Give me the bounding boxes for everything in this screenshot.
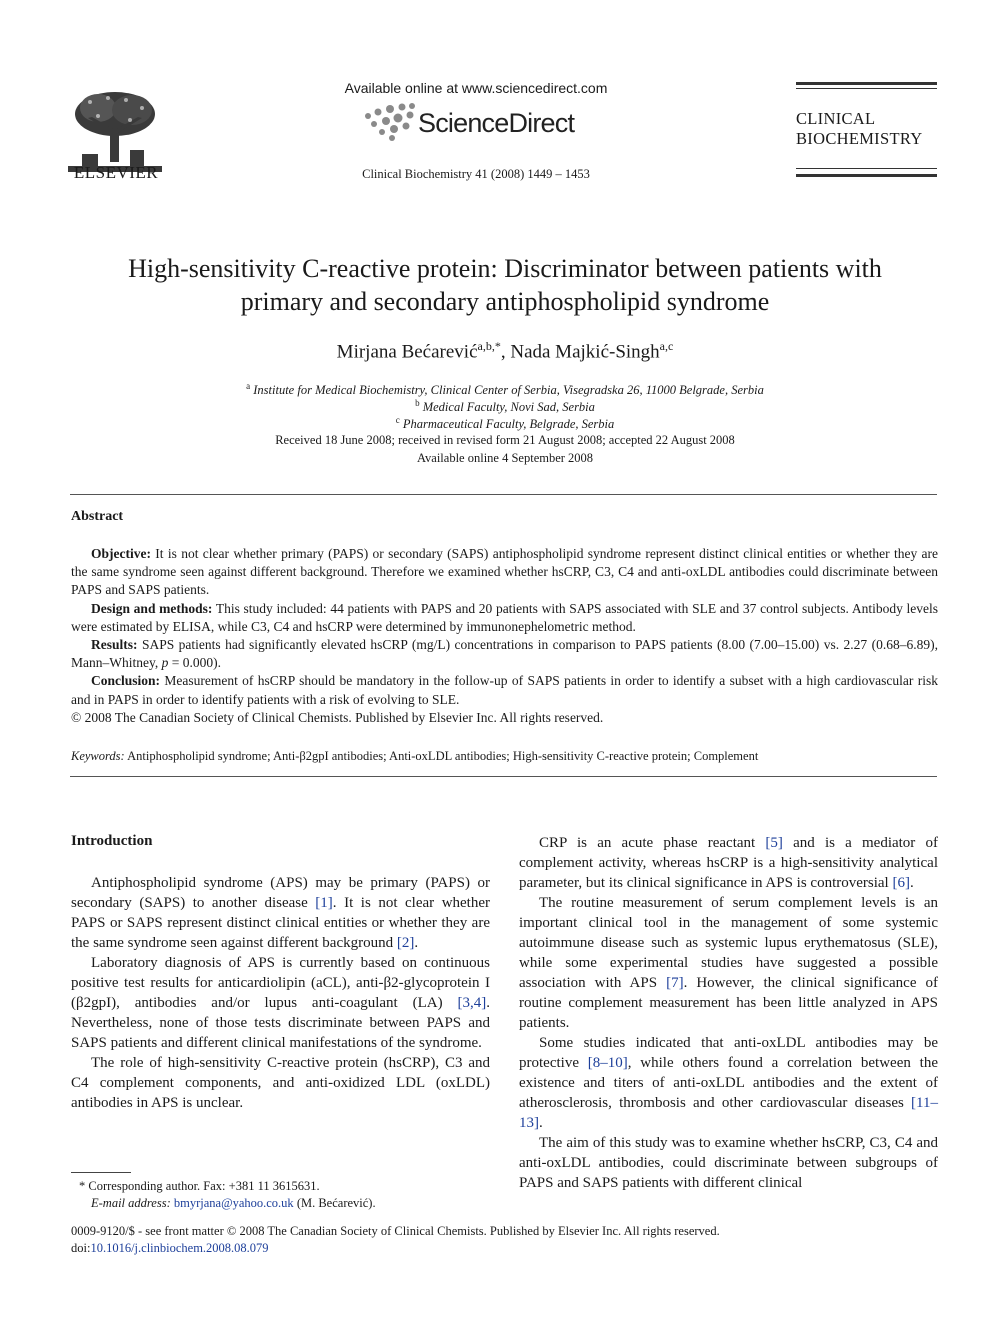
doi-line [71, 1240, 938, 1257]
citation-link[interactable]: [5] [765, 835, 783, 851]
email-link[interactable]: bmyrjana@yahoo.co.uk [173, 1196, 294, 1210]
title-line: primary and secondary antiphospholipid syndrome [240, 287, 770, 316]
section-label: Results: [91, 637, 138, 653]
footnote [71, 1178, 490, 1212]
author-separator: , [500, 341, 511, 363]
right-column [519, 833, 938, 1193]
citation-link[interactable]: [6] [892, 875, 910, 891]
available-online-text: Available online at www.sciencedirect.com [344, 80, 608, 96]
paragraph-text: . However, the clinical significance of routine complement measurement has been little analyzed in APS patients. [519, 975, 938, 1031]
section-text: SAPS patients had significantly elevated hsCRP (mg/L) concentrations in comparison to PAPS patients (8.00 (7.00–15.00) vs. 2.27 (0.68–6.89), Mann–Whitney, [71, 637, 938, 671]
section-label: Objective: [91, 546, 151, 561]
paragraph-text: , while others found a correlation between the existence and titers of anti-oxLDL antibodies and the extent of atherosclerosis, thrombosis and other cardiovascular diseases [519, 1055, 938, 1111]
abstract-objective [71, 545, 938, 600]
footnote-rule [71, 1172, 131, 1173]
doi-label: doi: [71, 1241, 91, 1255]
doi-link[interactable]: 10.1016/j.clinbiochem.2008.08.079 [90, 1241, 269, 1255]
paragraph-text: . [539, 1115, 543, 1131]
paragraph [71, 873, 490, 953]
abstract-heading: Abstract [71, 509, 124, 524]
author-affiliation-mark: a,c [659, 339, 674, 353]
citation-link[interactable]: [1] [315, 895, 333, 911]
affiliation-mark: b [415, 398, 420, 408]
citation-link[interactable]: [7] [666, 975, 684, 991]
citation-link[interactable]: [8–10] [587, 1055, 628, 1071]
paragraph [71, 953, 490, 1053]
affiliation-text: Pharmaceutical Faculty, Belgrade, Serbia [402, 417, 615, 432]
issn-line: 0009-9120/$ - see front matter © 2008 The Canadian Society of Clinical Chemists. Published by Elsevier Inc. All rights reserved. [71, 1224, 720, 1238]
journal-reference: Clinical Biochemistry 41 (2008) 1449 – 1453 [362, 167, 590, 181]
journal-name [796, 109, 922, 149]
journal-rule [796, 174, 937, 177]
journal-name-block [796, 80, 937, 178]
affiliation [60, 412, 950, 433]
paragraph [519, 1033, 938, 1133]
paragraph-text: . [414, 935, 419, 951]
received-dates: Received 18 June 2008; received in revised form 21 August 2008; accepted 22 August 2008 [275, 433, 735, 447]
section-text: It is not clear whether primary (PAPS) or secondary (SAPS) antiphospholipid syndrome represent distinct clinical entities or whether they are the same syndrome seen against different background. Therefore we examined whether hsCRP, C3, C4 and anti-oxLDL antibodies could discriminate between PAPS and SAPS patients. [71, 546, 938, 598]
title-line: High-sensitivity C-reactive protein: Discriminator between patients with [128, 254, 882, 283]
author-list [60, 339, 950, 363]
paragraph-text: . It is not clear whether PAPS or SAPS represent distinct clinical entities or whether they are the same syndrome seen against different background [71, 895, 491, 951]
p-value-symbol: p [161, 655, 169, 671]
left-column [71, 873, 490, 1113]
introduction-heading: Introduction [71, 833, 153, 849]
affiliation-mark: a [246, 381, 251, 391]
keywords [71, 747, 938, 765]
section-text: This study included: 44 patients with PAPS and 20 patients with SAPS associated with SLE and 37 control subjects. Antibody levels were estimated by ELISA, while C3, C4 and hsCRP were determined by immunonephelometric method. [71, 600, 938, 634]
paragraph-text: Some studies indicated that anti-oxLDL antibodies may be protective [519, 1035, 938, 1071]
affiliation-text: Institute for Medical Biochemistry, Clinical Center of Serbia, Visegradska 26, 11000 Belgrade, Serbia [253, 383, 764, 398]
citation-link[interactable]: [2] [396, 935, 415, 951]
citation-link[interactable]: [11–13] [519, 1095, 938, 1131]
corresponding-author: * Corresponding author. Fax: +381 11 3615631. [79, 1179, 320, 1193]
paragraph-text: CRP is an acute phase reactant [539, 835, 766, 851]
paragraph: The aim of this study was to examine whether hsCRP, C3, C4 and anti-oxLDL antibodies, could discriminate between subgroups of PAPS and SAPS patients with different clinical [519, 1135, 938, 1191]
email-label: E-mail address: [91, 1196, 171, 1210]
journal-name-line: CLINICAL [796, 109, 876, 128]
journal-rule [796, 88, 937, 89]
section-label: Conclusion: [91, 673, 161, 689]
front-matter [71, 1223, 938, 1257]
publisher-name: ELSEVIER [73, 163, 159, 182]
paragraph-text: Laboratory diagnosis of APS is currently based on continuous positive test results for anticardiolipin (aCL), anti-β2-glycoprotein I (β2gpI), antibodies and/or lupus anti-coagulant (LA) [71, 955, 490, 1011]
journal-name-line: BIOCHEMISTRY [796, 129, 923, 148]
paragraph: The role of high-sensitivity C-reactive protein (hsCRP), C3 and C4 complement components, and anti-oxidized LDL (oxLDL) antibodies in APS is unclear. [71, 1055, 490, 1111]
journal-rule [796, 82, 937, 85]
email-owner: (M. Bećarević). [293, 1196, 376, 1210]
sciencedirect-wordmark: ScienceDirect [418, 108, 575, 138]
affiliation-mark: c [395, 415, 400, 425]
journal-rule [796, 168, 937, 169]
paragraph-text: Antiphospholipid syndrome (APS) may be primary (PAPS) or secondary (SAPS) to another disease [71, 875, 490, 911]
abstract-design [71, 600, 938, 636]
email-line [71, 1195, 490, 1212]
paragraph-text: . Nevertheless, none of those tests discriminate between PAPS and SAPS patients and different clinical manifestations of the syndrome. [71, 995, 490, 1051]
paragraph [519, 833, 938, 893]
author-name: Nada Majkić-Singh [510, 341, 660, 363]
keywords-text: Antiphospholipid syndrome; Anti-β2gpI antibodies; Anti-oxLDL antibodies; High-sensitivity C-reactive protein; Complement [124, 749, 759, 763]
paragraph-text: . [909, 875, 914, 891]
divider [70, 776, 937, 777]
abstract-conclusion [71, 672, 938, 708]
available-date: Available online 4 September 2008 [416, 451, 594, 465]
citation-link[interactable]: [3,4] [457, 995, 487, 1011]
section-text: = 0.000). [168, 655, 221, 671]
section-label: Design and methods: [91, 600, 213, 616]
author-affiliation-mark: a,b,* [477, 339, 501, 353]
author-name: Mirjana Bećarević [336, 341, 478, 363]
abstract-results [71, 636, 938, 672]
section-text: Measurement of hsCRP should be mandatory in the follow-up of SAPS patients in order to identify a subset with a high cardiovascular risk and in PAPS in order to identify patients with a risk of evolving to SLE. [71, 673, 938, 707]
paragraph-text: The routine measurement of serum complement levels is an important clinical tool in the management of some systemic autoimmune disease such as systemic lupus erythematosus (SLE), while some experimental studies have suggested a possible association with APS [519, 895, 938, 991]
affiliation-text: Medical Faculty, Novi Sad, Serbia [422, 400, 595, 415]
article-title [60, 252, 950, 318]
paragraph-text: and is a mediator of complement activity, whereas hsCRP is a high-sensitivity analytical parameter, but its clinical significance in APS is controversial [519, 835, 938, 891]
divider [70, 494, 937, 495]
paragraph [519, 893, 938, 1033]
copyright: © 2008 The Canadian Society of Clinical Chemists. Published by Elsevier Inc. All rights reserved. [71, 709, 604, 725]
abstract-body [71, 545, 938, 727]
keywords-label: Keywords: [71, 749, 125, 763]
